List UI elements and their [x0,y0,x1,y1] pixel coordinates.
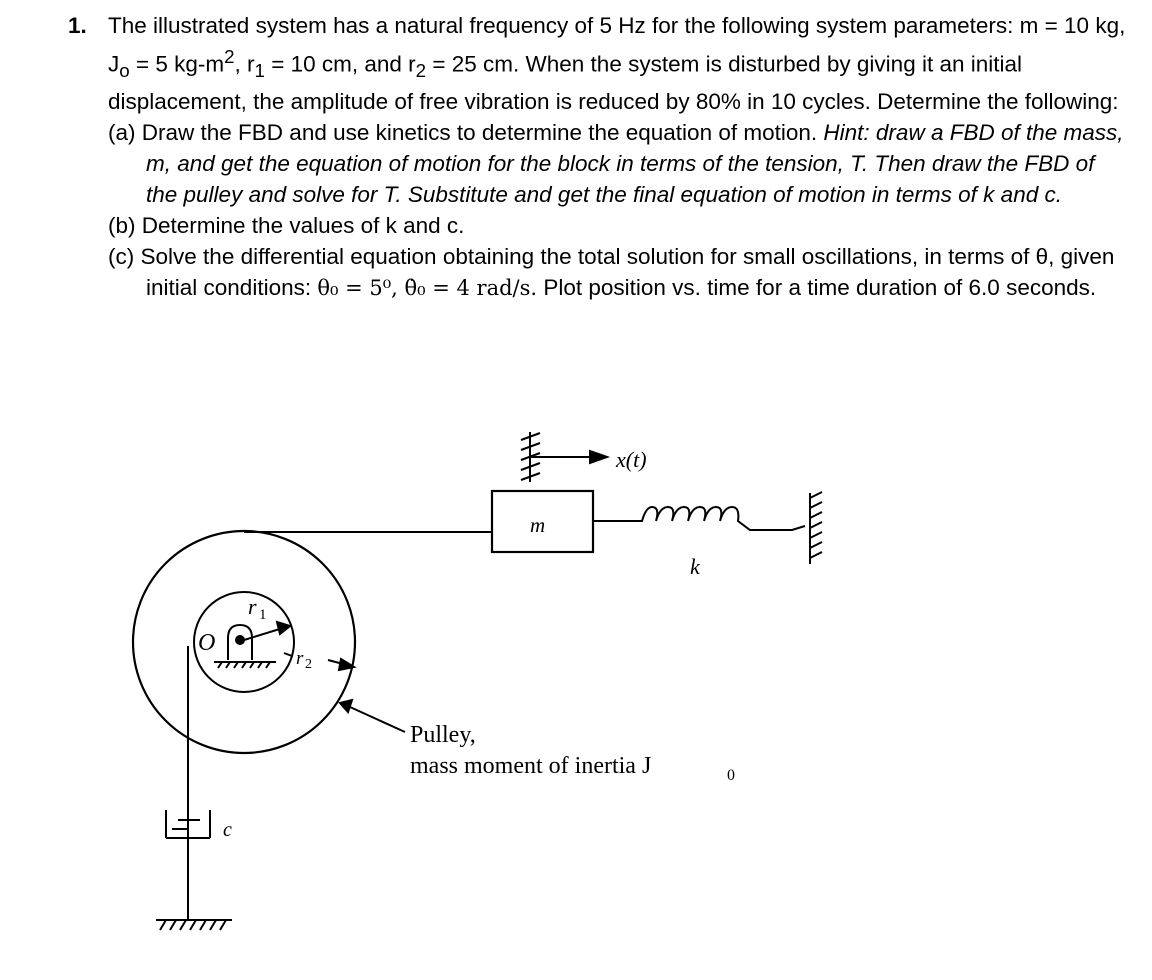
stem-text: The illustrated system has a natural frequency of 5 Hz for the following system parameters: m = 10 kg, J [108,13,1126,77]
part-b-text: Determine the values of k and c. [141,213,465,238]
pivot-support [214,625,276,668]
label-O: O [198,630,216,656]
part-a-hint: Hint: draw a FBD of the mass, m, and get the equation of motion for the block in terms of the tension, T. Then draw the FBD of the pulley and solve for T. Substitute and get the final equation of motion in terms of k and c. [146,120,1124,207]
part-a-label: (a) [108,120,136,145]
label-c: c [223,819,232,841]
r2-arrow [284,653,354,670]
stem-text: = 25 cm. When the system is disturbed by giving it an initial displacement, the amplitude of free vibration is reduced by 80% in 10 cycles. Determine the following: [108,51,1119,114]
label-r2: r [296,648,304,669]
part-c-text: Solve the differential equation obtaining the total solution for small oscillations, in terms of θ, given initial conditions: [140,244,1115,300]
part-c-text: Plot position vs. time for a time duration of 6.0 seconds. [543,275,1097,300]
stem-text: , r [234,51,255,77]
displacement-arrow [530,451,607,463]
part-c-label: (c) [108,244,135,269]
pulley-label-sub: 0 [727,767,735,784]
label-k: k [690,554,700,579]
stem-sub: 2 [415,60,427,81]
stem-text: = 10 cm, and r [264,51,416,77]
stem-sub: 1 [254,60,265,81]
problem-number: 1. [68,13,87,38]
label-r1-sub: 1 [259,607,267,623]
pulley-leader [340,700,405,732]
initial-conditions: θ₀ = 5⁰, θ̇₀ = 4 rad/s. [317,276,538,300]
spring [593,507,805,530]
part-a-text: Draw the FBD and use kinetics to determine the equation of motion. [141,120,818,145]
pivot-pin [236,636,244,644]
label-x-t: x(t) [616,447,647,472]
pulley-label-line1: Pulley, [410,722,476,748]
stem-sup: 2 [224,46,235,67]
stem-sub: o [119,60,130,81]
stem-text: = 5 kg-m [129,51,225,77]
ground-hatch [156,920,232,930]
label-r1: r [248,594,257,619]
part-b-label: (b) [108,213,136,238]
pulley-label-line2: mass moment of inertia J [410,753,652,779]
label-m: m [530,513,546,537]
right-wall-hatch [810,492,822,564]
label-r2-sub: 2 [305,657,312,672]
